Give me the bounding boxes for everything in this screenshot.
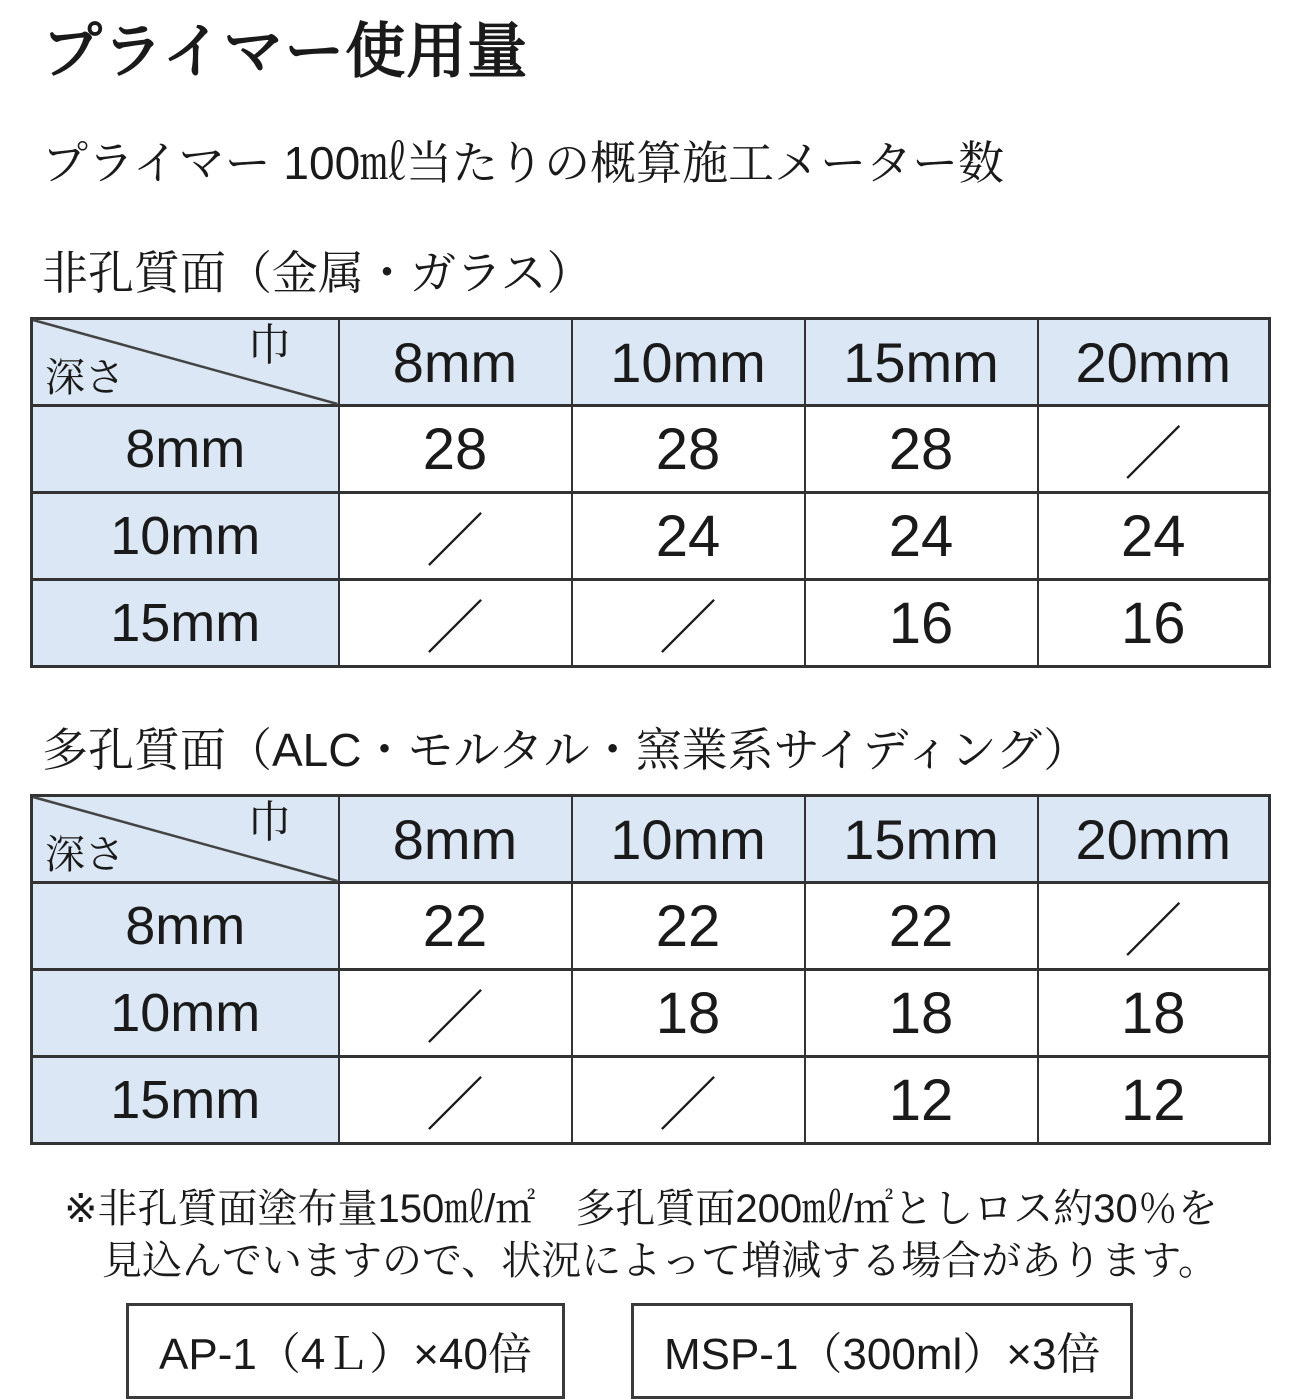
value-cell: ／ xyxy=(1038,406,1270,493)
row-header: 10mm xyxy=(32,493,339,580)
usage-table-porous xyxy=(30,794,1271,1145)
value-cell: ／ xyxy=(339,1057,572,1144)
value-cell: 16 xyxy=(805,580,1038,667)
note-line-2: 見込んでいますので、状況によって増減する場合があります。 xyxy=(102,1239,1218,1283)
table-row xyxy=(32,883,1270,970)
value-cell: 24 xyxy=(1038,493,1270,580)
table-row xyxy=(32,406,1270,493)
column-header: 10mm xyxy=(572,319,805,406)
value-cell: ／ xyxy=(339,970,572,1057)
table-row xyxy=(32,580,1270,667)
table-row xyxy=(32,1057,1270,1144)
column-header: 15mm xyxy=(805,796,1038,883)
table-row xyxy=(32,970,1270,1057)
corner-cell xyxy=(32,319,339,406)
value-cell: ／ xyxy=(339,493,572,580)
usage-table-nonporous xyxy=(30,317,1271,668)
row-header: 10mm xyxy=(32,970,339,1057)
column-header: 8mm xyxy=(339,319,572,406)
width-axis-label: 巾 xyxy=(247,798,292,847)
dilution-box-ap1: AP-1（4Ｌ）×40倍 xyxy=(126,1303,565,1399)
value-cell: ／ xyxy=(572,1057,805,1144)
column-header: 20mm xyxy=(1038,319,1270,406)
row-header: 15mm xyxy=(32,1057,339,1144)
column-header: 15mm xyxy=(805,319,1038,406)
value-cell: 18 xyxy=(572,970,805,1057)
dilution-boxes xyxy=(126,1303,1268,1399)
usage-note xyxy=(64,1183,1268,1287)
section-title-nonporous: 非孔質面（金属・ガラス） xyxy=(42,247,593,299)
width-axis-label: 巾 xyxy=(247,321,292,370)
value-cell: 16 xyxy=(1038,580,1270,667)
value-cell: 12 xyxy=(805,1057,1038,1144)
row-header: 15mm xyxy=(32,580,339,667)
row-header: 8mm xyxy=(32,883,339,970)
value-cell: 28 xyxy=(339,406,572,493)
header-row xyxy=(32,796,1270,883)
value-cell: 22 xyxy=(805,883,1038,970)
dilution-box-msp1: MSP-1（300ml）×3倍 xyxy=(631,1303,1133,1399)
table-row xyxy=(32,493,1270,580)
page-title: プライマー使用量 xyxy=(42,18,529,85)
value-cell: ／ xyxy=(339,580,572,667)
value-cell: 22 xyxy=(339,883,572,970)
column-header: 20mm xyxy=(1038,796,1270,883)
value-cell: ／ xyxy=(572,580,805,667)
corner-cell xyxy=(32,796,339,883)
column-header: 10mm xyxy=(572,796,805,883)
depth-axis-label: 深さ xyxy=(45,356,125,400)
value-cell: 28 xyxy=(805,406,1038,493)
value-cell: 24 xyxy=(572,493,805,580)
depth-axis-label: 深さ xyxy=(45,833,125,877)
value-cell: 28 xyxy=(572,406,805,493)
header-row xyxy=(32,319,1270,406)
value-cell: 18 xyxy=(1038,970,1270,1057)
column-header: 8mm xyxy=(339,796,572,883)
value-cell: 24 xyxy=(805,493,1038,580)
value-cell: ／ xyxy=(1038,883,1270,970)
note-line-1: ※非孔質面塗布量150㎖/㎡ 多孔質面200㎖/㎡としロス約30％を xyxy=(64,1187,1218,1231)
row-header: 8mm xyxy=(32,406,339,493)
value-cell: 18 xyxy=(805,970,1038,1057)
value-cell: 22 xyxy=(572,883,805,970)
page-subtitle: プライマー 100㎖当たりの概算施工メーター数 xyxy=(42,137,1005,189)
value-cell: 12 xyxy=(1038,1057,1270,1144)
section-title-porous: 多孔質面（ALC・モルタル・窯業系サイディング） xyxy=(42,724,1090,776)
